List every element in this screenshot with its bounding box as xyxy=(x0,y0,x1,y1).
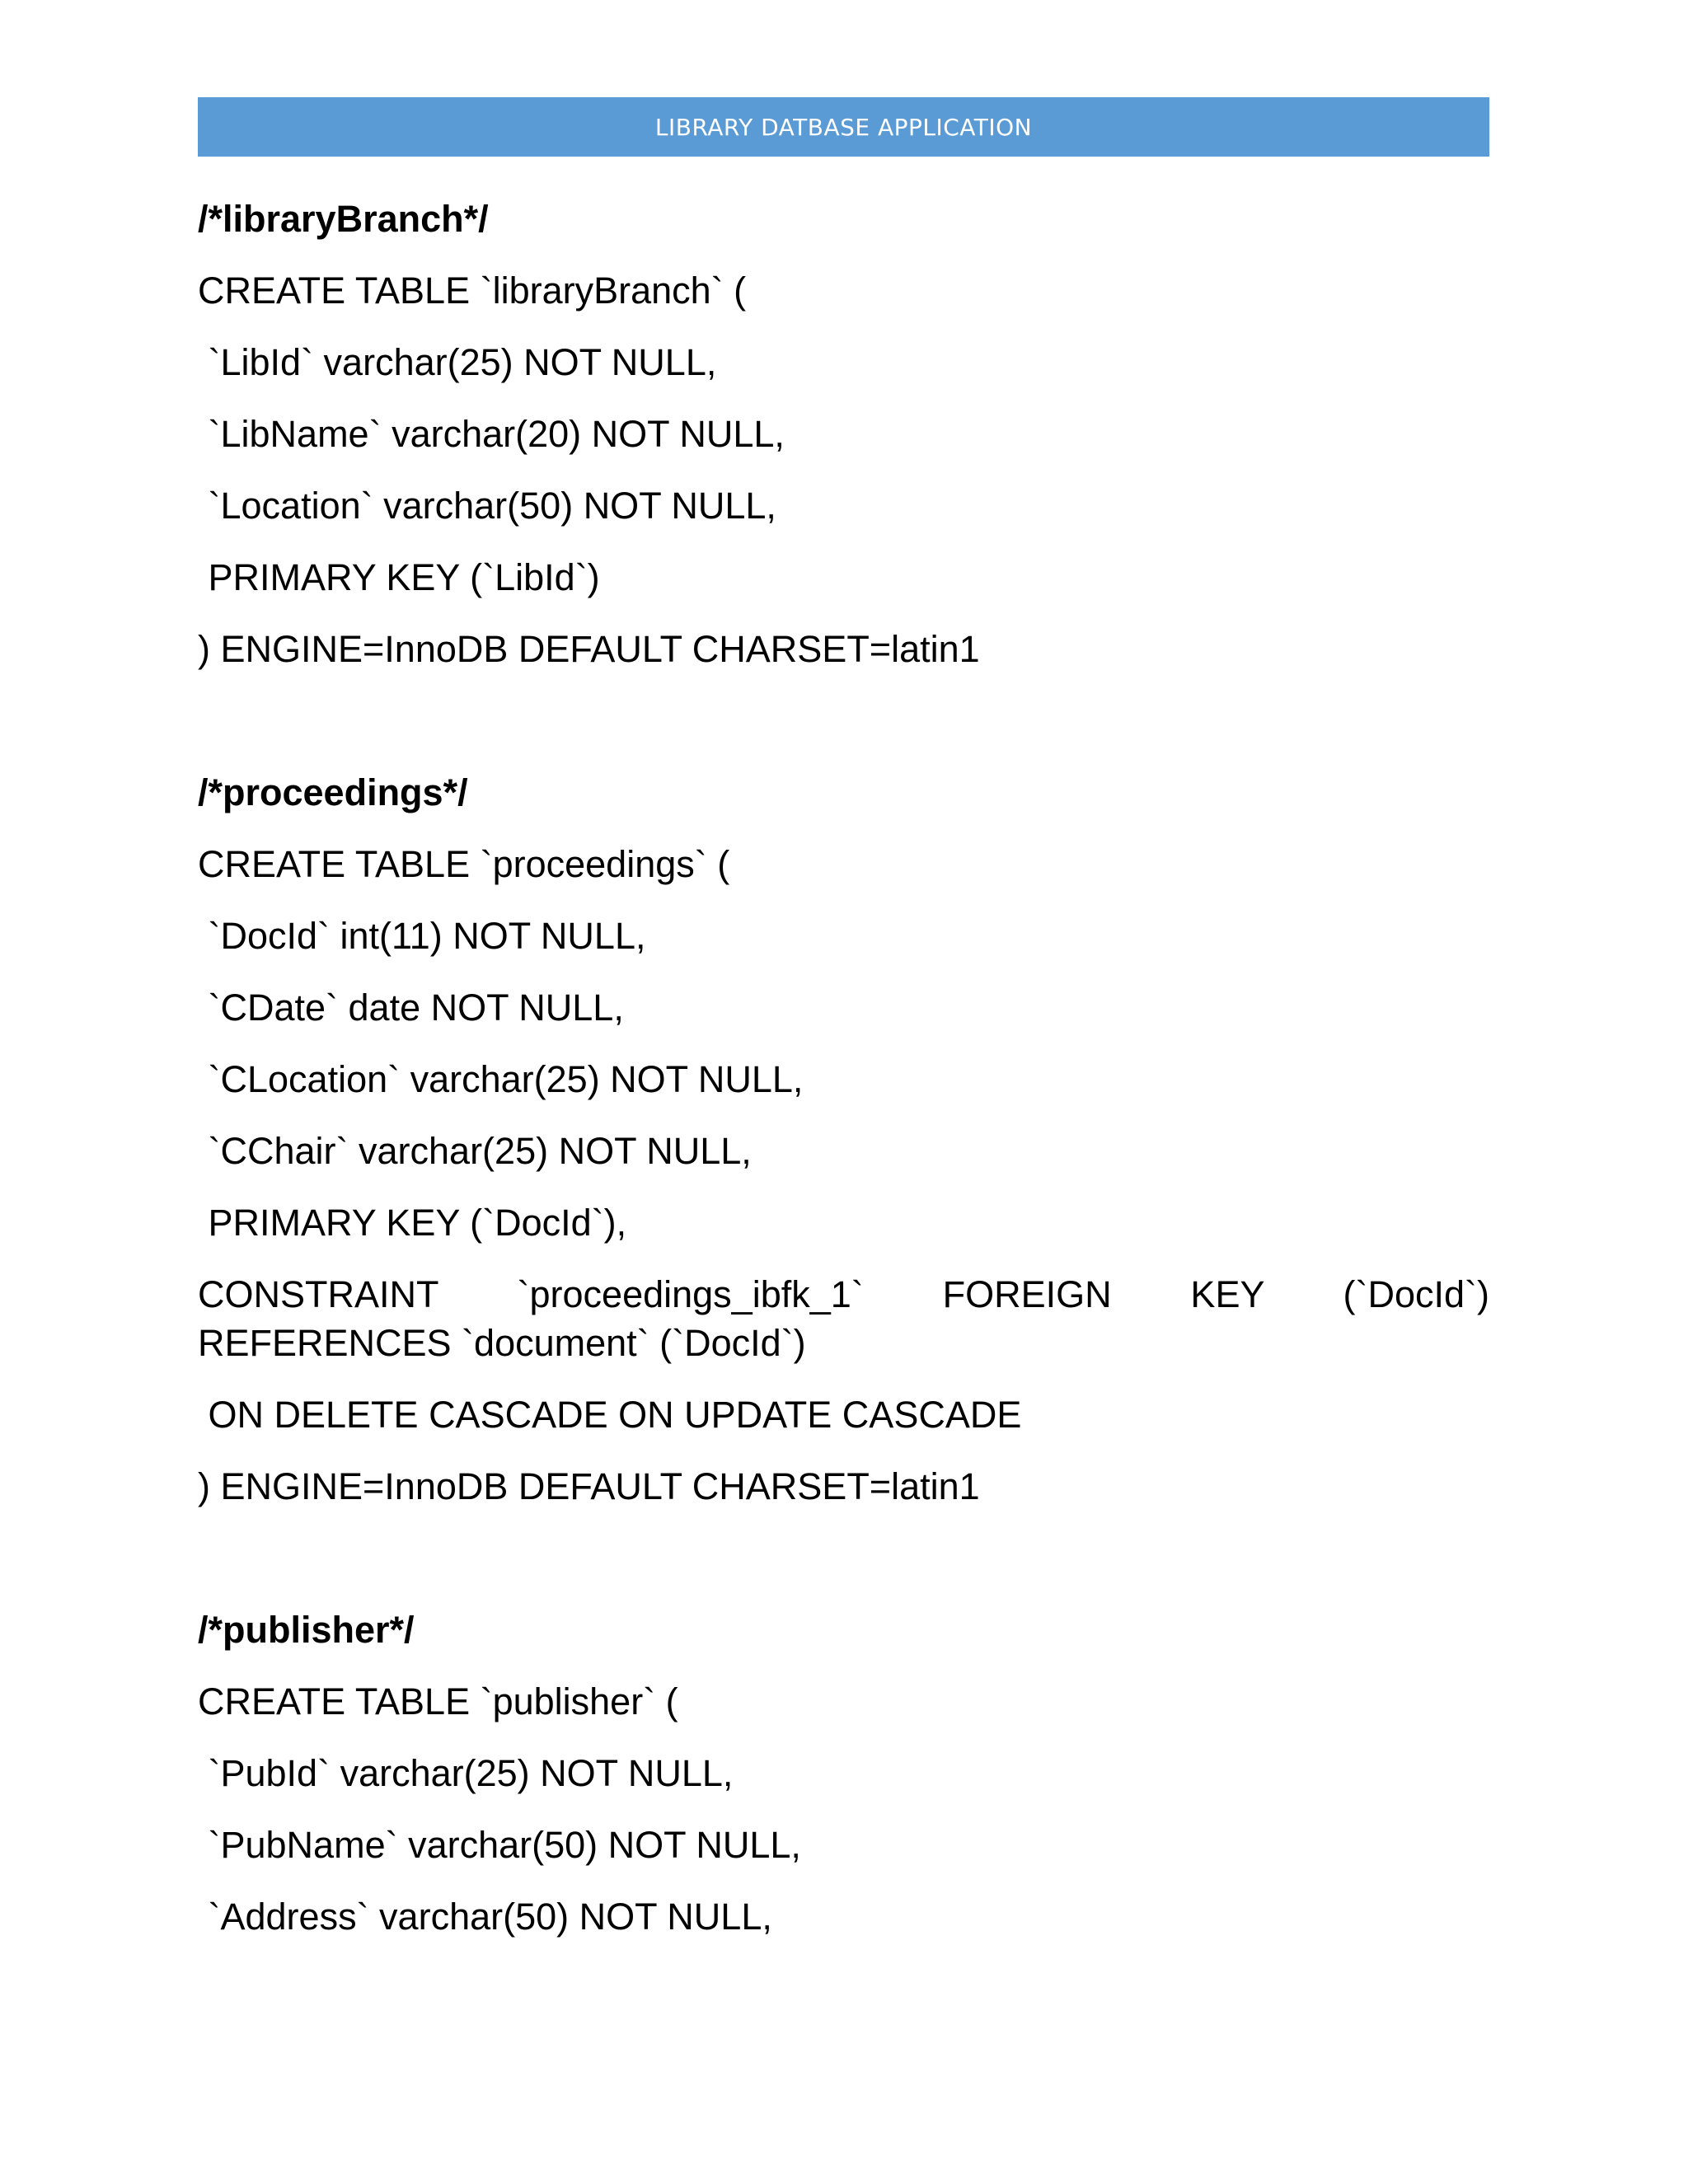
code-line-constraint: CONSTRAINT `proceedings_ibfk_1` FOREIGN KEY (`DocId`) xyxy=(198,1273,1489,1315)
document-body xyxy=(198,0,1489,2184)
section-comment-proceedings: /*proceedings*/ xyxy=(198,771,468,813)
code-line: CREATE TABLE `proceedings` ( xyxy=(198,843,730,885)
code-line: `Address` varchar(50) NOT NULL, xyxy=(198,1896,772,1938)
code-line: ) ENGINE=InnoDB DEFAULT CHARSET=latin1 xyxy=(198,628,980,670)
code-line: `PubId` varchar(25) NOT NULL, xyxy=(198,1752,734,1794)
code-line: REFERENCES `document` (`DocId`) xyxy=(198,1322,806,1364)
code-line: ON DELETE CASCADE ON UPDATE CASCADE xyxy=(198,1394,1022,1436)
code-line: `PubName` varchar(50) NOT NULL, xyxy=(198,1824,801,1866)
section-comment-publisher: /*publisher*/ xyxy=(198,1609,415,1651)
code-line: `CChair` varchar(25) NOT NULL, xyxy=(198,1130,752,1172)
code-line: PRIMARY KEY (`LibId`) xyxy=(198,556,600,598)
code-line: `DocId` int(11) NOT NULL, xyxy=(198,915,646,957)
code-line: `CLocation` varchar(25) NOT NULL, xyxy=(198,1058,804,1100)
code-line: `LibName` varchar(20) NOT NULL, xyxy=(198,413,785,455)
code-line: `Location` varchar(50) NOT NULL, xyxy=(198,485,776,527)
page-header-title: LIBRARY DATBASE APPLICATION xyxy=(654,113,1033,141)
section-comment-librarybranch: /*libraryBranch*/ xyxy=(198,198,489,240)
code-line: CREATE TABLE `publisher` ( xyxy=(198,1680,678,1722)
code-line: `CDate` date NOT NULL, xyxy=(198,987,624,1029)
code-line: ) ENGINE=InnoDB DEFAULT CHARSET=latin1 xyxy=(198,1465,980,1507)
code-line: `LibId` varchar(25) NOT NULL, xyxy=(198,341,717,383)
code-line: PRIMARY KEY (`DocId`), xyxy=(198,1202,627,1244)
code-line: CREATE TABLE `libraryBranch` ( xyxy=(198,269,747,312)
